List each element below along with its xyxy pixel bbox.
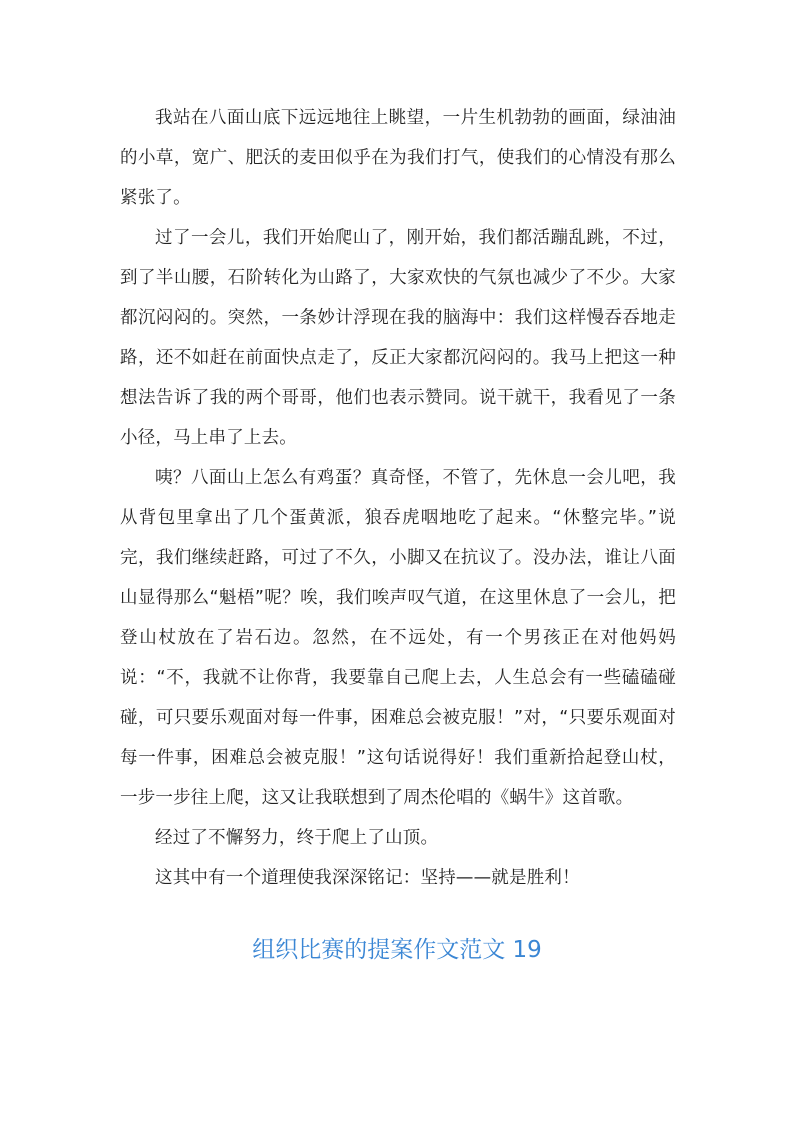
document-body [120, 98, 676, 898]
paragraph-4: 经过了不懈努力，终于爬上了山顶。 [155, 828, 439, 848]
paragraph-3: 咦？八面山上怎么有鸡蛋？真奇怪，不管了，先休息一会儿吧，我从背包里拿出了几个蛋黄派，狼吞虎咽地吃了起来。“休整完毕。”说完，我们继续赶路，可过了不久，小脚又在抗议了。没办法，谁让八面山显得那么“魁梧”呢？唉，我们唉声叹气道，在这里休息了一会儿，把登山杖放在了岩石边。忽然，在不远处，有一个男孩正在对他妈妈说：“不，我就不让你背，我要靠自己爬上去，人生总会有一些磕磕碰碰，可只要乐观面对每一件事，困难总会被克服！”对，“只要乐观面对每一件事，困难总会被克服！”这句话说得好！我们重新拾起登山杖，一步一步往上爬，这又让我联想到了周杰伦唱的《蜗牛》这首歌。 [120, 468, 676, 808]
paragraph-5: 这其中有一个道理使我深深铭记：坚持——就是胜利！ [155, 868, 580, 888]
paragraph-2: 过了一会儿，我们开始爬山了，刚开始，我们都活蹦乱跳，不过，到了半山腰，石阶转化为山路了，大家欢快的气氛也减少了不少。大家都沉闷闷的。突然，一条妙计浮现在我的脑海中：我们这样慢吞吞地走路，还不如赶在前面快点走了，反正大家都沉闷闷的。我马上把这一种想法告诉了我的两个哥哥，他们也表示赞同。说干就干，我看见了一条小径，马上串了上去。 [120, 228, 676, 448]
section-title: 组织比赛的提案作文范文 19 [252, 937, 542, 963]
paragraph-1: 我站在八面山底下远远地往上眺望，一片生机勃勃的画面，绿油油的小草，宽广、肥沃的麦田似乎在为我们打气，使我们的心情没有那么紧张了。 [120, 108, 676, 208]
